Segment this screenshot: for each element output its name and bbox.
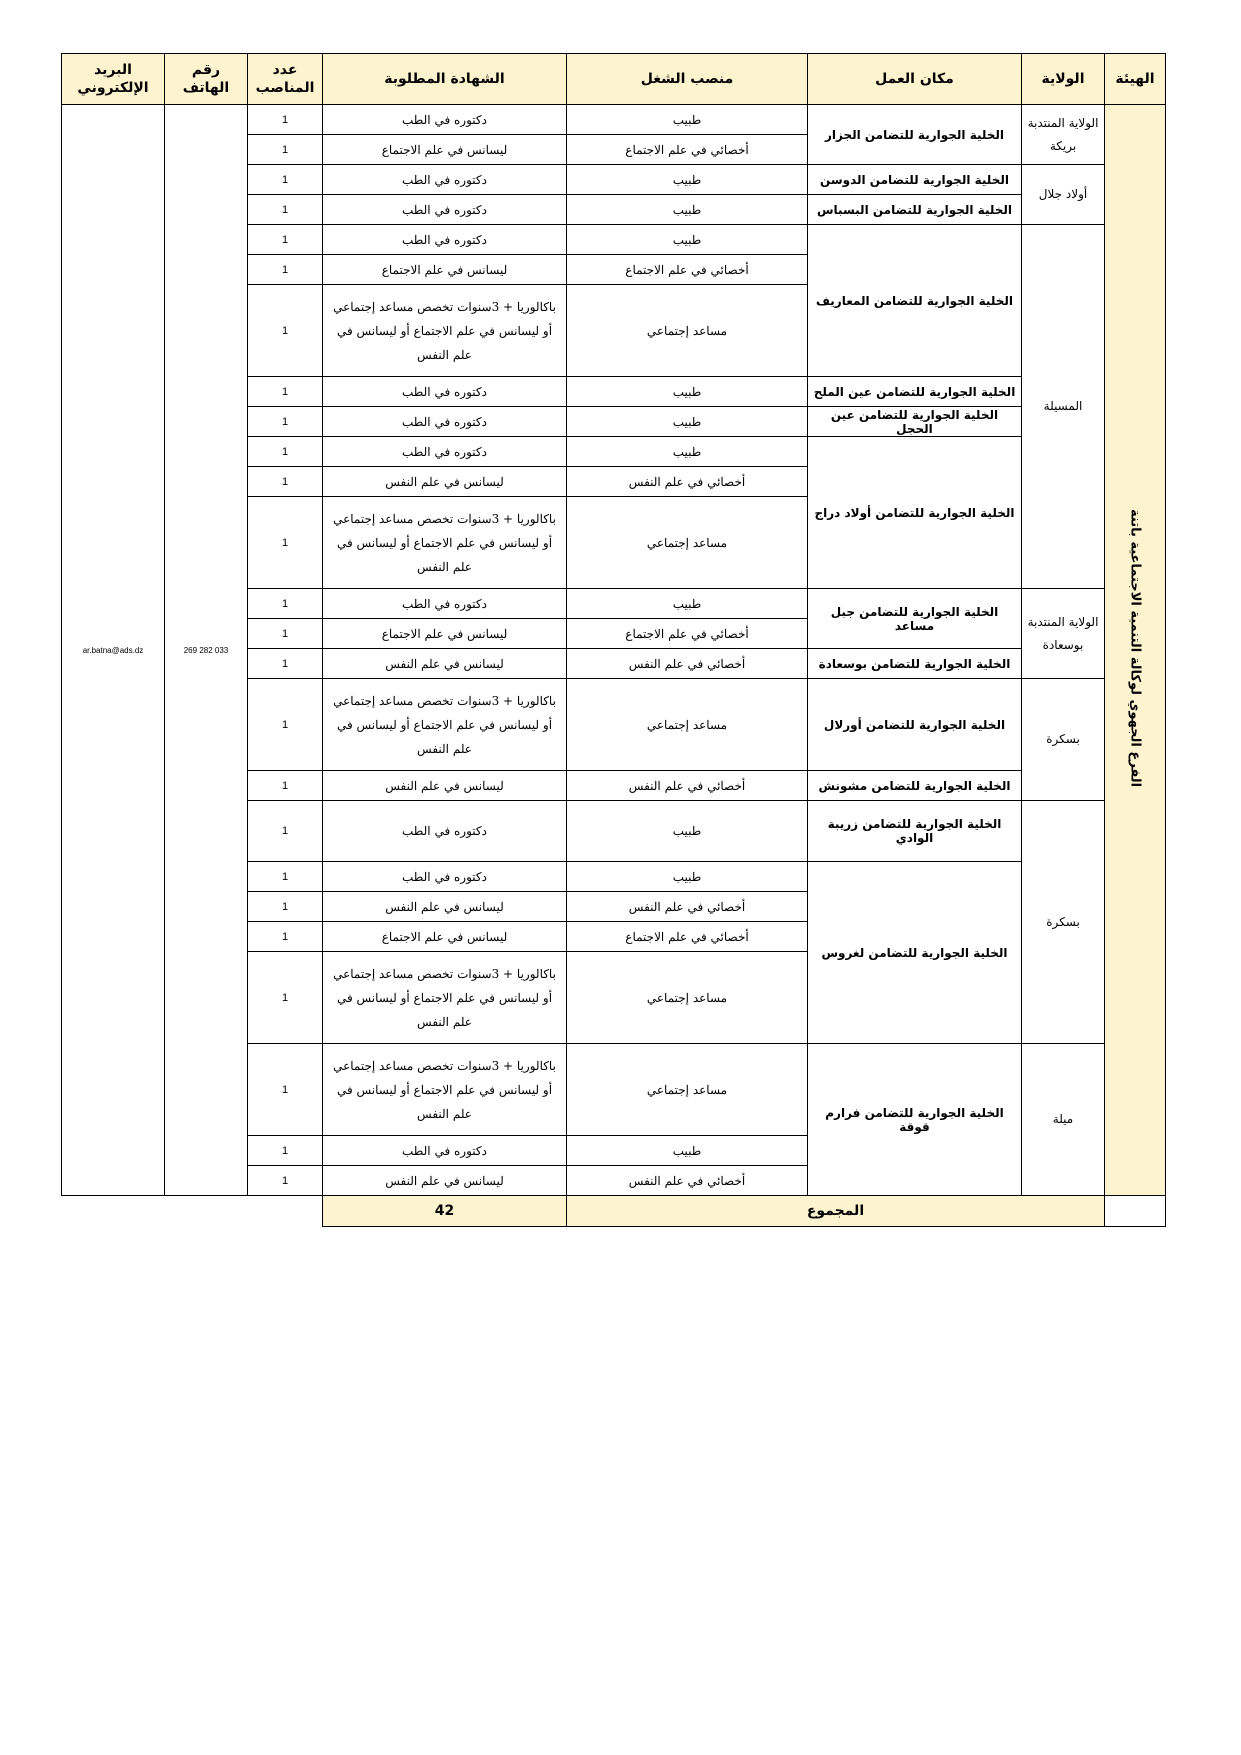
count-cell: 1 (248, 225, 323, 255)
certificate-cell: دكتوره في الطب (323, 1136, 567, 1166)
header-phone: رقم الهاتف (165, 54, 248, 105)
count-cell: 1 (248, 619, 323, 649)
job-cell: أخصائي في علم الاجتماع (567, 619, 808, 649)
count-cell: 1 (248, 105, 323, 135)
certificate-cell: دكتوره في الطب (323, 801, 567, 862)
count-cell: 1 (248, 1136, 323, 1166)
job-cell: طبيب (567, 1136, 808, 1166)
certificate-cell: باكالوريا + 3سنوات تخصص مساعد إجتماعي أو ليسانس في علم الاجتماع أو ليسانس في علم النفس (323, 952, 567, 1044)
certificate-cell: دكتوره في الطب (323, 377, 567, 407)
count-cell: 1 (248, 771, 323, 801)
place-cell: الخلية الجوارية للتضامن بوسعادة (808, 649, 1022, 679)
certificate-cell: ليسانس في علم النفس (323, 467, 567, 497)
body-cell (1105, 105, 1166, 1196)
count-cell: 1 (248, 377, 323, 407)
place-cell: الخلية الجوارية للتضامن الدوسن (808, 165, 1022, 195)
job-cell: أخصائي في علم الاجتماع (567, 255, 808, 285)
wilaya-cell: المسيلة (1022, 225, 1105, 589)
phone-cell: 033 282 269 (165, 105, 248, 1196)
count-cell: 1 (248, 407, 323, 437)
place-cell: الخلية الجوارية للتضامن فرارم قوقة (808, 1044, 1022, 1196)
place-cell: الخلية الجوارية للتضامن جبل مساعد (808, 589, 1022, 649)
job-offers-table (61, 53, 1166, 1227)
certificate-cell: ليسانس في علم الاجتماع (323, 255, 567, 285)
count-cell: 1 (248, 255, 323, 285)
count-cell: 1 (248, 285, 323, 377)
header-job: منصب الشغل (567, 54, 808, 105)
certificate-cell: دكتوره في الطب (323, 165, 567, 195)
certificate-cell: دكتوره في الطب (323, 225, 567, 255)
count-cell: 1 (248, 467, 323, 497)
count-cell: 1 (248, 922, 323, 952)
total-row (62, 1196, 1166, 1227)
job-cell: أخصائي في علم النفس (567, 771, 808, 801)
certificate-cell: دكتوره في الطب (323, 437, 567, 467)
place-cell: الخلية الجوارية للتضامن الجزار (808, 105, 1022, 165)
job-cell: أخصائي في علم الاجتماع (567, 922, 808, 952)
job-cell: مساعد إجتماعي (567, 952, 808, 1044)
header-body: الهيئة (1105, 54, 1166, 105)
job-cell: مساعد إجتماعي (567, 285, 808, 377)
job-cell: أخصائي في علم النفس (567, 649, 808, 679)
count-cell: 1 (248, 801, 323, 862)
certificate-cell: باكالوريا + 3سنوات تخصص مساعد إجتماعي أو ليسانس في علم الاجتماع أو ليسانس في علم النفس (323, 1044, 567, 1136)
place-cell: الخلية الجوارية للتضامن أولاد دراج (808, 437, 1022, 589)
job-cell: طبيب (567, 377, 808, 407)
wilaya-cell: بسكرة (1022, 679, 1105, 801)
table-row (62, 105, 1166, 135)
certificate-cell: باكالوريا + 3سنوات تخصص مساعد إجتماعي أو ليسانس في علم الاجتماع أو ليسانس في علم النفس (323, 679, 567, 771)
job-cell: أخصائي في علم النفس (567, 467, 808, 497)
certificate-cell: دكتوره في الطب (323, 105, 567, 135)
job-cell: طبيب (567, 801, 808, 862)
total-value: 42 (323, 1196, 567, 1227)
header-email: البريد الإلكتروني (62, 54, 165, 105)
certificate-cell: ليسانس في علم النفس (323, 771, 567, 801)
email-cell: ar.batna@ads.dz (62, 105, 165, 1196)
place-cell: الخلية الجوارية للتضامن المعاريف (808, 225, 1022, 377)
place-cell: الخلية الجوارية للتضامن عين الملح (808, 377, 1022, 407)
certificate-cell: ليسانس في علم الاجتماع (323, 922, 567, 952)
header-certificate: الشهادة المطلوبة (323, 54, 567, 105)
header-row (62, 54, 1166, 105)
wilaya-cell: أولاد جلال (1022, 165, 1105, 225)
job-cell: طبيب (567, 195, 808, 225)
count-cell: 1 (248, 679, 323, 771)
job-cell: مساعد إجتماعي (567, 1044, 808, 1136)
count-cell: 1 (248, 1044, 323, 1136)
body-name: الفرع الجهوي لوكالة التنمية الاجتماعية باتنة (1127, 508, 1143, 788)
certificate-cell: ليسانس في علم النفس (323, 649, 567, 679)
count-cell: 1 (248, 135, 323, 165)
certificate-cell: باكالوريا + 3سنوات تخصص مساعد إجتماعي أو ليسانس في علم الاجتماع أو ليسانس في علم النفس (323, 497, 567, 589)
job-cell: طبيب (567, 437, 808, 467)
header-count: عدد المناصب (248, 54, 323, 105)
header-place: مكان العمل (808, 54, 1022, 105)
job-cell: طبيب (567, 589, 808, 619)
certificate-cell: ليسانس في علم النفس (323, 892, 567, 922)
job-cell: أخصائي في علم النفس (567, 1166, 808, 1196)
total-spacer (1105, 1196, 1166, 1227)
job-cell: أخصائي في علم الاجتماع (567, 135, 808, 165)
count-cell: 1 (248, 649, 323, 679)
job-cell: طبيب (567, 105, 808, 135)
header-wilaya: الولاية (1022, 54, 1105, 105)
count-cell: 1 (248, 1166, 323, 1196)
certificate-cell: ليسانس في علم الاجتماع (323, 619, 567, 649)
count-cell: 1 (248, 862, 323, 892)
certificate-cell: باكالوريا + 3سنوات تخصص مساعد إجتماعي أو ليسانس في علم الاجتماع أو ليسانس في علم النفس (323, 285, 567, 377)
certificate-cell: دكتوره في الطب (323, 589, 567, 619)
count-cell: 1 (248, 952, 323, 1044)
job-cell: مساعد إجتماعي (567, 497, 808, 589)
place-cell: الخلية الجوارية للتضامن مشونش (808, 771, 1022, 801)
wilaya-cell: ميلة (1022, 1044, 1105, 1196)
certificate-cell: دكتوره في الطب (323, 407, 567, 437)
wilaya-cell: بسكرة (1022, 801, 1105, 1044)
wilaya-cell: الولاية المنتدبة بريكة (1022, 105, 1105, 165)
count-cell: 1 (248, 892, 323, 922)
total-label: المجموع (567, 1196, 1105, 1227)
wilaya-cell: الولاية المنتدبة بوسعادة (1022, 589, 1105, 679)
certificate-cell: ليسانس في علم النفس (323, 1166, 567, 1196)
count-cell: 1 (248, 165, 323, 195)
job-cell: طبيب (567, 862, 808, 892)
job-cell: طبيب (567, 165, 808, 195)
job-cell: أخصائي في علم النفس (567, 892, 808, 922)
count-cell: 1 (248, 497, 323, 589)
place-cell: الخلية الجوارية للتضامن البسباس (808, 195, 1022, 225)
job-cell: مساعد إجتماعي (567, 679, 808, 771)
certificate-cell: ليسانس في علم الاجتماع (323, 135, 567, 165)
job-cell: طبيب (567, 225, 808, 255)
certificate-cell: دكتوره في الطب (323, 195, 567, 225)
count-cell: 1 (248, 437, 323, 467)
place-cell: الخلية الجوارية للتضامن عين الحجل (808, 407, 1022, 437)
place-cell: الخلية الجوارية للتضامن أورلال (808, 679, 1022, 771)
certificate-cell: دكتوره في الطب (323, 862, 567, 892)
job-cell: طبيب (567, 407, 808, 437)
count-cell: 1 (248, 589, 323, 619)
place-cell: الخلية الجوارية للتضامن زريبة الوادي (808, 801, 1022, 862)
count-cell: 1 (248, 195, 323, 225)
place-cell: الخلية الجوارية للتضامن لغروس (808, 862, 1022, 1044)
